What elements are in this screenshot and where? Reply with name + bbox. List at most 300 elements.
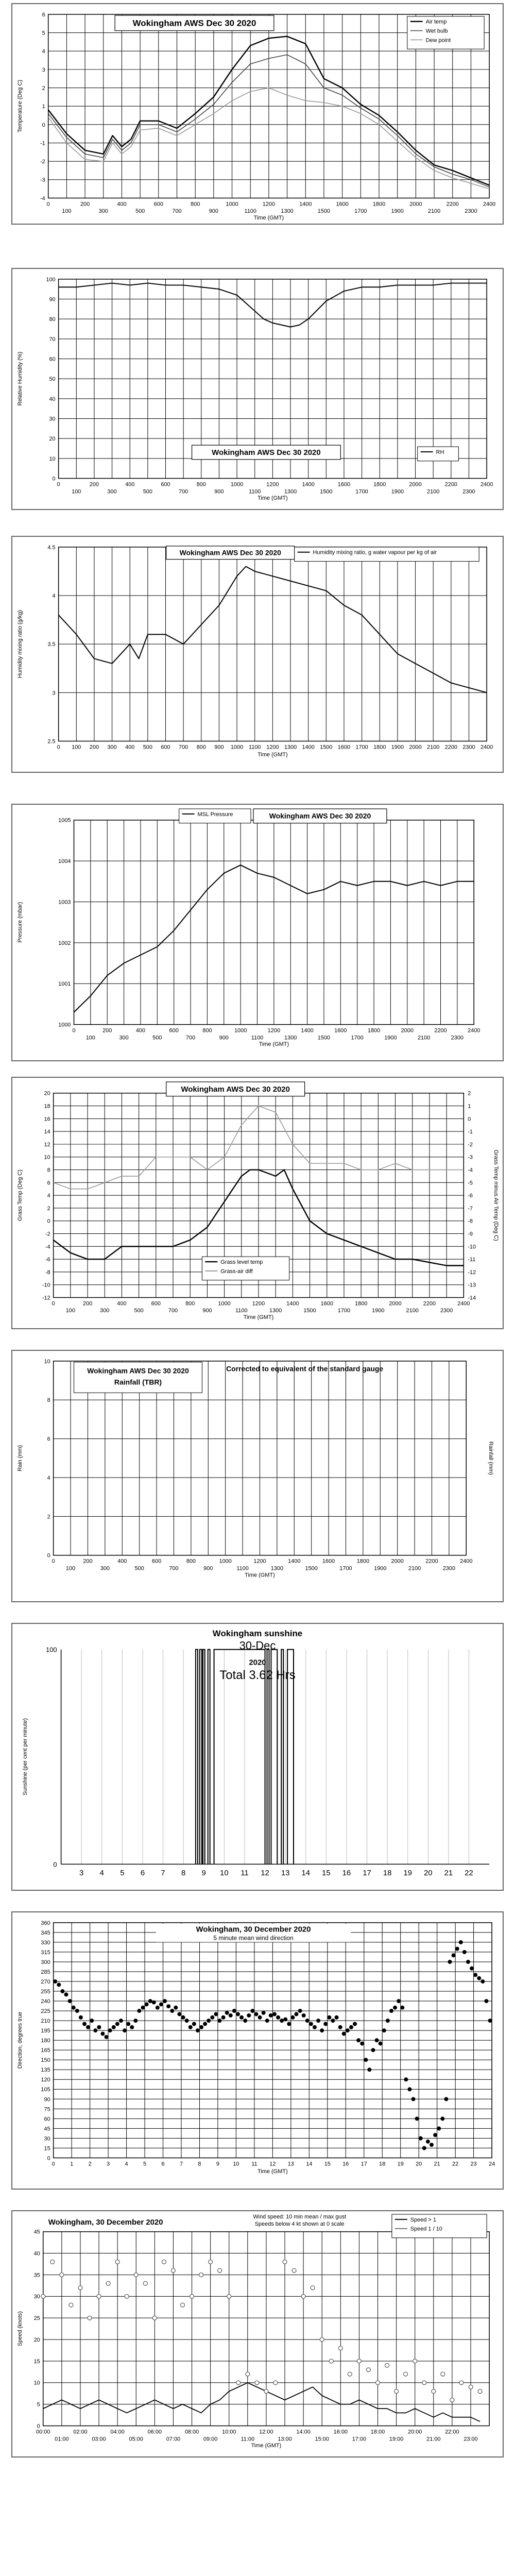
y2-tick-label: -4 xyxy=(468,1167,473,1174)
direction-point xyxy=(313,2025,317,2029)
x-tick-label: 1400 xyxy=(302,481,315,488)
x-tick-label: 2100 xyxy=(408,1565,421,1572)
x-tick-label: 2000 xyxy=(391,1558,404,1565)
x-tick-label: 17 xyxy=(363,1869,371,1878)
x-tick-label: 500 xyxy=(143,488,152,495)
gust-point xyxy=(97,2294,101,2298)
x-tick-label: 2000 xyxy=(401,1027,414,1034)
direction-point xyxy=(338,2025,342,2029)
x-tick-label: 0 xyxy=(57,481,60,488)
x-tick-label: 200 xyxy=(80,201,90,208)
x-tick-label: 15 xyxy=(324,2161,331,2167)
direction-point xyxy=(440,2116,444,2121)
gust-point xyxy=(469,2385,473,2389)
x-tick-label: 22 xyxy=(465,1869,473,1878)
x-tick-label: 1300 xyxy=(270,1565,284,1572)
direction-point xyxy=(269,2013,273,2018)
x-tick-label: 200 xyxy=(102,1027,112,1034)
x-tick-label: 0 xyxy=(52,1300,55,1307)
direction-point xyxy=(455,1947,459,1951)
x-tick-label: 1700 xyxy=(351,1035,364,1041)
direction-point xyxy=(404,2077,408,2081)
wind-direction-chart xyxy=(11,1911,504,2190)
x-tick-label: 600 xyxy=(153,201,163,208)
x-tick-label: 19 xyxy=(403,1869,413,1878)
direction-point xyxy=(214,2012,218,2016)
y-tick-label: 12 xyxy=(44,1141,50,1148)
x-tick-label: 21:00 xyxy=(426,2436,441,2443)
gust-point xyxy=(432,2389,436,2394)
y-tick-label: 8 xyxy=(47,1167,50,1174)
y-tick-label: 345 xyxy=(41,1929,50,1936)
x-tick-label: 100 xyxy=(72,488,81,495)
x-tick-label: 100 xyxy=(85,1035,95,1041)
x-tick-label: 1000 xyxy=(226,201,238,208)
direction-point xyxy=(349,2025,353,2029)
direction-point xyxy=(145,2002,149,2006)
y-tick-label: 30 xyxy=(44,2136,50,2142)
x-tick-label: 1900 xyxy=(384,1035,397,1041)
y2-tick-label: -12 xyxy=(468,1269,476,1276)
y-tick-label: 195 xyxy=(41,2028,50,2035)
x-tick-label: 900 xyxy=(209,208,218,215)
direction-point xyxy=(480,1979,485,1984)
x-tick-label: 0 xyxy=(52,1558,55,1565)
gust-point xyxy=(69,2303,73,2307)
direction-point xyxy=(254,2012,258,2016)
legend-label: Wet bulb xyxy=(425,28,448,35)
y-tick-label: 30 xyxy=(49,416,56,422)
y-tick-label: 315 xyxy=(41,1949,50,1956)
y2-axis-label: Grass Temp minus Air Temp (Deg C) xyxy=(493,1149,500,1241)
direction-point xyxy=(342,2031,346,2036)
direction-point xyxy=(181,2015,185,2020)
direction-point xyxy=(126,2022,130,2026)
x-tick-label: 9 xyxy=(216,2161,219,2167)
x-tick-label: 500 xyxy=(134,1565,144,1572)
chart-year: 2020 xyxy=(249,1658,266,1667)
y-tick-label: 30 xyxy=(33,2294,40,2300)
y2-tick-label: -1 xyxy=(468,1129,473,1136)
y-tick-label: 90 xyxy=(44,2096,50,2103)
chart-title: Wokingham, 30 December 2020 xyxy=(48,2218,163,2227)
gust-point xyxy=(394,2389,399,2394)
x-tick-label: 400 xyxy=(135,1027,146,1034)
y-axis-label: Direction, degrees true xyxy=(16,2011,23,2069)
x-tick-label: 400 xyxy=(117,1300,127,1307)
y-tick-label: 5 xyxy=(37,2401,40,2408)
y-tick-label: 120 xyxy=(41,2077,50,2083)
y-tick-label: 240 xyxy=(41,1998,50,2005)
direction-point xyxy=(276,2015,280,2020)
direction-point xyxy=(123,2028,127,2032)
y-tick-label: 40 xyxy=(49,396,56,402)
direction-point xyxy=(371,2048,375,2052)
y-tick-label: 45 xyxy=(44,2126,50,2132)
x-tick-label: 2400 xyxy=(480,481,493,488)
legend-label: MSL Pressure xyxy=(197,811,233,818)
x-tick-label: 14 xyxy=(306,2161,313,2167)
direction-point xyxy=(379,2042,383,2046)
chart-title: Wokingham AWS Dec 30 2020 xyxy=(181,1086,290,1094)
x-tick-label: 300 xyxy=(107,744,117,751)
x-tick-label: 2000 xyxy=(389,1300,402,1307)
gust-point xyxy=(366,2368,370,2372)
wind-speed-chart xyxy=(11,2210,504,2458)
direction-point xyxy=(159,2002,163,2006)
x-axis-label: Time (GMT) xyxy=(251,2443,282,2449)
x-tick-label: 12:00 xyxy=(259,2429,273,2435)
chart-title: Wokingham AWS Dec 30 2020 xyxy=(87,1366,189,1375)
direction-point xyxy=(82,2022,87,2026)
x-tick-label: 1600 xyxy=(334,1027,347,1034)
direction-point xyxy=(119,2019,123,2023)
direction-point xyxy=(283,2018,287,2022)
direction-point xyxy=(407,2087,411,2091)
direction-point xyxy=(430,2143,434,2147)
mixing-ratio-chart-svg xyxy=(12,537,503,772)
direction-point xyxy=(327,2015,331,2020)
direction-point xyxy=(302,2013,306,2018)
x-tick-label: 0 xyxy=(46,201,50,208)
x-tick-label: 10 xyxy=(220,1869,229,1878)
x-tick-label: 300 xyxy=(119,1035,129,1041)
x-tick-label: 2200 xyxy=(425,1558,438,1565)
x-tick-label: 5 xyxy=(143,2161,147,2167)
direction-point xyxy=(335,2015,339,2020)
chart-title: Wokingham sunshine xyxy=(212,1628,303,1638)
x-tick-label: 1900 xyxy=(391,208,404,215)
gust-point xyxy=(283,2260,287,2264)
direction-point xyxy=(243,2019,247,2023)
x-tick-label: 900 xyxy=(203,1565,213,1572)
direction-point xyxy=(356,2038,360,2042)
direction-point xyxy=(86,2025,90,2029)
y-tick-label: 2 xyxy=(42,85,45,92)
x-tick-label: 18:00 xyxy=(370,2429,385,2435)
x-tick-label: 800 xyxy=(196,744,206,751)
y-tick-label: 90 xyxy=(49,296,56,303)
x-tick-label: 900 xyxy=(214,488,224,495)
direction-point xyxy=(112,2025,116,2029)
x-tick-label: 8 xyxy=(198,2161,201,2167)
direction-point xyxy=(452,1953,456,1957)
direction-point xyxy=(466,1960,470,1964)
sunshine-bar xyxy=(200,1650,202,1865)
y-tick-label: 105 xyxy=(41,2087,50,2093)
y-tick-label: 210 xyxy=(41,2018,50,2025)
y2-tick-label: -11 xyxy=(468,1257,476,1263)
y-tick-label: 18 xyxy=(44,1103,50,1110)
x-tick-label: 0 xyxy=(57,744,60,751)
y2-tick-label: 0 xyxy=(468,1116,471,1123)
direction-point xyxy=(470,1967,474,1971)
pressure-chart-svg xyxy=(12,805,503,1060)
y-tick-label: 4 xyxy=(52,592,56,599)
x-axis-label: Time (GMT) xyxy=(243,1314,274,1321)
direction-point xyxy=(105,2035,109,2039)
x-tick-label: 700 xyxy=(179,744,188,751)
x-tick-label: 1200 xyxy=(262,201,276,208)
x-axis-label: Time (GMT) xyxy=(258,495,288,502)
gust-point xyxy=(348,2372,352,2376)
grass-temp-chart-svg xyxy=(12,1078,503,1328)
direction-point xyxy=(229,2013,233,2018)
x-tick-label: 0 xyxy=(72,1027,76,1034)
x-tick-label: 01:00 xyxy=(55,2436,69,2443)
y-tick-label: -4 xyxy=(45,1244,50,1250)
x-tick-label: 1400 xyxy=(286,1300,299,1307)
gust-point xyxy=(162,2260,166,2264)
x-tick-label: 1300 xyxy=(281,208,294,215)
direction-point xyxy=(225,2011,229,2015)
grass-temp-chart xyxy=(11,1077,504,1329)
mixing-ratio-chart xyxy=(11,536,504,773)
gust-point xyxy=(320,2337,324,2342)
x-tick-label: 12 xyxy=(269,2161,276,2167)
x-tick-label: 18 xyxy=(379,2161,386,2167)
x-tick-label: 1800 xyxy=(354,1300,368,1307)
direction-point xyxy=(163,1999,167,2003)
x-tick-label: 23:00 xyxy=(464,2436,478,2443)
x-tick-label: 1700 xyxy=(354,208,367,215)
x-tick-label: 2 xyxy=(88,2161,92,2167)
x-tick-label: 900 xyxy=(202,1308,212,1314)
direction-point xyxy=(459,1940,463,1944)
legend-label: Speed 1 / 10 xyxy=(410,2226,442,2232)
x-tick-label: 2200 xyxy=(423,1300,436,1307)
x-tick-label: 2200 xyxy=(444,481,458,488)
gust-point xyxy=(478,2389,482,2394)
direction-point xyxy=(221,2015,226,2020)
x-tick-label: 7 xyxy=(179,2161,183,2167)
y-tick-label: 10 xyxy=(49,455,56,462)
direction-point xyxy=(57,1982,61,1987)
direction-point xyxy=(196,2028,200,2032)
x-tick-label: 09:00 xyxy=(203,2436,218,2443)
y-tick-label: 50 xyxy=(49,376,56,383)
x-tick-label: 06:00 xyxy=(147,2429,162,2435)
chart-subtitle: 5 minute mean wind direction xyxy=(213,1934,294,1942)
gust-point xyxy=(338,2346,342,2350)
x-tick-label: 1300 xyxy=(284,744,297,751)
y-tick-label: -2 xyxy=(40,159,45,165)
x-tick-label: 19:00 xyxy=(389,2436,404,2443)
x-tick-label: 14 xyxy=(301,1869,311,1878)
x-tick-label: 1200 xyxy=(266,481,279,488)
x-tick-label: 300 xyxy=(100,1565,110,1572)
x-tick-label: 07:00 xyxy=(166,2436,181,2443)
y-tick-label: 10 xyxy=(44,1358,50,1365)
x-tick-label: 4 xyxy=(125,2161,128,2167)
x-tick-label: 11 xyxy=(251,2161,258,2167)
x-tick-label: 17:00 xyxy=(352,2436,367,2443)
x-tick-label: 2300 xyxy=(462,744,475,751)
gust-point xyxy=(227,2294,231,2298)
legend-label: Dew point xyxy=(425,37,451,44)
y-tick-label: 0 xyxy=(37,2423,40,2430)
gust-point xyxy=(264,2389,268,2394)
x-tick-label: 100 xyxy=(72,744,81,751)
y-tick-label: 15 xyxy=(44,2145,50,2152)
rainfall-chart xyxy=(11,1350,504,1602)
x-tick-label: 500 xyxy=(134,1308,144,1314)
x-tick-label: 1400 xyxy=(288,1558,301,1565)
direction-point xyxy=(236,2012,240,2016)
x-tick-label: 900 xyxy=(214,744,224,751)
y2-tick-label: -13 xyxy=(468,1282,476,1289)
x-tick-label: 1700 xyxy=(337,1308,351,1314)
sunshine-bar xyxy=(196,1650,198,1865)
direction-point xyxy=(185,2019,189,2023)
direction-point xyxy=(488,2019,492,2023)
x-tick-label: 2300 xyxy=(465,208,477,215)
x-tick-label: 9 xyxy=(201,1869,206,1878)
x-tick-label: 16 xyxy=(342,2161,349,2167)
y-tick-label: 80 xyxy=(49,316,56,323)
gust-point xyxy=(143,2281,147,2285)
y-tick-label: 4.5 xyxy=(47,544,56,551)
y-tick-label: 16 xyxy=(44,1116,50,1123)
y2-tick-label: -2 xyxy=(468,1141,473,1148)
y-tick-label: 5 xyxy=(42,30,45,37)
direction-point xyxy=(323,2022,328,2026)
y-tick-label: 1004 xyxy=(58,858,71,865)
gust-point xyxy=(78,2286,82,2290)
x-tick-label: 8 xyxy=(181,1869,186,1878)
y2-tick-label: -14 xyxy=(468,1295,476,1301)
y-tick-label: 100 xyxy=(46,1646,57,1654)
x-tick-label: 800 xyxy=(191,201,200,208)
gust-point xyxy=(218,2268,222,2273)
direction-point xyxy=(287,2022,291,2026)
y-tick-label: 6 xyxy=(47,1180,50,1187)
direction-point xyxy=(203,2022,207,2026)
x-tick-label: 1 xyxy=(70,2161,74,2167)
gust-point xyxy=(376,2381,380,2385)
y-tick-label: 2 xyxy=(47,1514,50,1520)
x-tick-label: 23 xyxy=(470,2161,477,2167)
x-tick-label: 1800 xyxy=(373,481,386,488)
x-tick-label: 1500 xyxy=(317,1035,331,1041)
y2-tick-label: -3 xyxy=(468,1154,473,1161)
x-tick-label: 800 xyxy=(202,1027,212,1034)
y-tick-label: 20 xyxy=(33,2337,40,2343)
x-tick-label: 2000 xyxy=(409,481,422,488)
sunshine-chart xyxy=(11,1623,504,1891)
y-tick-label: 165 xyxy=(41,2047,50,2054)
x-tick-label: 100 xyxy=(65,1308,75,1314)
x-tick-label: 22 xyxy=(452,2161,459,2167)
gust-point xyxy=(199,2273,203,2277)
direction-point xyxy=(433,2133,437,2137)
x-tick-label: 15:00 xyxy=(315,2436,329,2443)
x-tick-label: 2400 xyxy=(460,1558,473,1565)
pressure-chart xyxy=(11,804,504,1061)
y-tick-label: 0 xyxy=(47,2155,50,2162)
y-tick-label: 300 xyxy=(41,1959,50,1965)
x-tick-label: 02:00 xyxy=(73,2429,88,2435)
direction-point xyxy=(174,2006,178,2010)
y-tick-label: 10 xyxy=(44,1154,50,1161)
x-tick-label: 11 xyxy=(241,1869,249,1878)
y2-tick-label: -5 xyxy=(468,1180,473,1187)
x-tick-label: 1000 xyxy=(219,1558,232,1565)
y-tick-label: 75 xyxy=(44,2106,50,2113)
x-tick-label: 2400 xyxy=(483,201,496,208)
rainfall-chart-svg xyxy=(12,1351,503,1601)
y-tick-label: 255 xyxy=(41,1989,50,1995)
y-tick-label: 10 xyxy=(33,2380,40,2386)
temperature-chart xyxy=(11,3,504,225)
legend-label: Grass-air diff xyxy=(220,1268,253,1275)
direction-point xyxy=(218,2019,222,2023)
x-tick-label: 22:00 xyxy=(445,2429,459,2435)
direction-point xyxy=(207,2019,211,2023)
y-tick-label: 40 xyxy=(33,2250,40,2257)
gust-point xyxy=(106,2281,110,2285)
gust-point xyxy=(385,2363,389,2367)
gust-point xyxy=(88,2316,92,2320)
direction-point xyxy=(247,2013,251,2018)
x-tick-label: 300 xyxy=(100,1308,110,1314)
y-tick-label: -3 xyxy=(40,177,45,183)
y-axis-label: Sunshine (per cent per minute) xyxy=(22,1718,28,1795)
direction-point xyxy=(437,2126,441,2130)
gust-point xyxy=(459,2381,464,2385)
y-tick-label: 45 xyxy=(33,2229,40,2235)
direction-point xyxy=(331,2019,335,2023)
x-tick-label: 1000 xyxy=(230,481,244,488)
y-tick-label: -4 xyxy=(40,195,45,202)
direction-point xyxy=(397,1999,401,2003)
y-tick-label: 0 xyxy=(52,476,56,482)
gust-point xyxy=(60,2273,64,2277)
x-tick-label: 1100 xyxy=(236,1565,249,1572)
direction-point xyxy=(305,2019,310,2023)
chart-total: Total 3.62 Hrs xyxy=(219,1668,296,1683)
x-tick-label: 1500 xyxy=(320,488,333,495)
x-tick-label: 100 xyxy=(62,208,72,215)
y-tick-label: 15 xyxy=(33,2358,40,2365)
gust-point xyxy=(292,2268,296,2273)
x-tick-label: 1500 xyxy=(303,1308,316,1314)
direction-point xyxy=(473,1973,477,1977)
y-tick-label: 100 xyxy=(46,276,56,283)
y-tick-label: 3 xyxy=(52,690,56,697)
x-tick-label: 2100 xyxy=(417,1035,431,1041)
direction-point xyxy=(477,1976,481,1980)
chart-title: Wokingham AWS Dec 30 2020 xyxy=(212,449,321,457)
gust-point xyxy=(181,2303,185,2307)
x-axis-label: Time (GMT) xyxy=(258,752,288,758)
mean-speed-line xyxy=(43,2383,480,2421)
x-tick-label: 1200 xyxy=(267,1027,281,1034)
x-tick-label: 2100 xyxy=(427,744,440,751)
y2-tick-label: -8 xyxy=(468,1218,473,1225)
x-tick-label: 800 xyxy=(196,481,206,488)
x-tick-label: 2200 xyxy=(444,744,457,751)
y-tick-label: 4 xyxy=(42,48,45,55)
direction-point xyxy=(210,2015,214,2020)
gust-point xyxy=(125,2294,129,2298)
x-tick-label: 2300 xyxy=(442,1565,456,1572)
x-tick-label: 3 xyxy=(107,2161,110,2167)
temperature-chart-svg xyxy=(12,4,503,224)
x-tick-label: 1600 xyxy=(322,1558,335,1565)
x-tick-label: 500 xyxy=(143,744,152,751)
x-tick-label: 700 xyxy=(168,1308,178,1314)
